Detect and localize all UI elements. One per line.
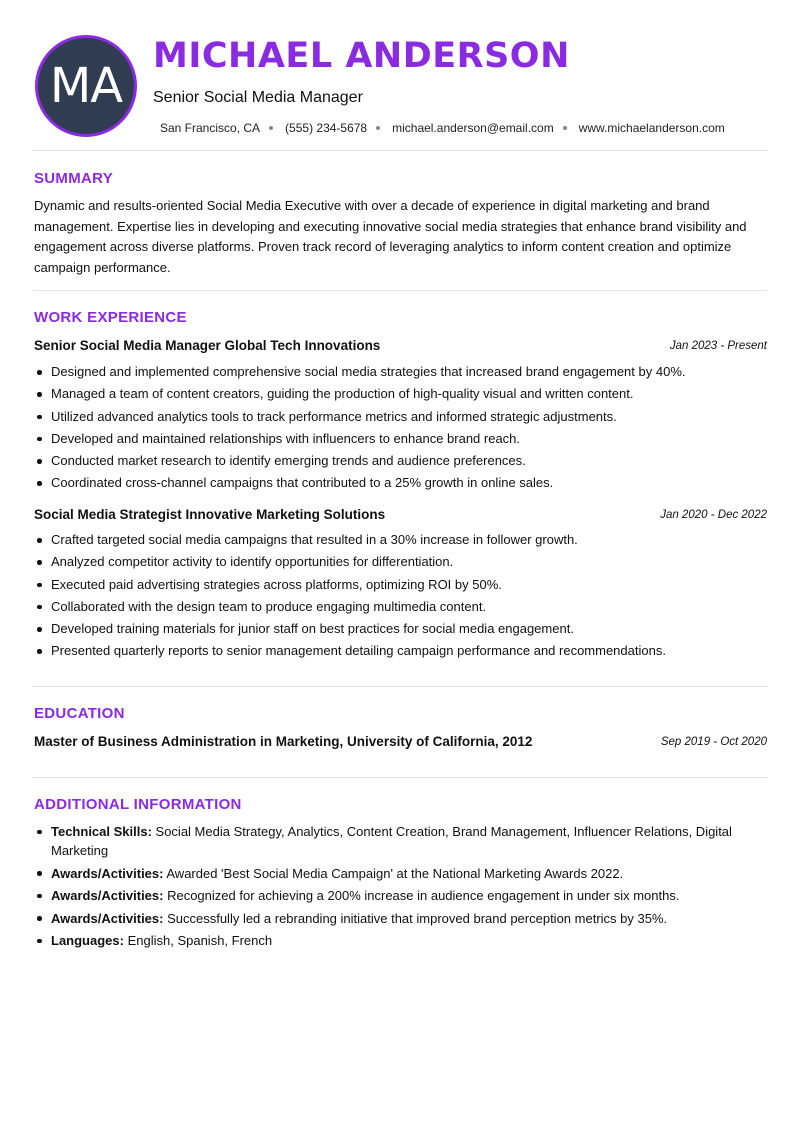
summary-heading: SUMMARY [34, 170, 114, 187]
list-item: Managed a team of content creators, guiding the production of high-quality visual and written content. [34, 383, 769, 405]
separator-dot [269, 126, 273, 130]
candidate-name: MICHAEL ANDERSON [153, 36, 570, 76]
education-date: Sep 2019 - Oct 2020 [660, 736, 767, 748]
divider [33, 150, 767, 151]
contact-website[interactable]: www.michaelanderson.com [578, 121, 725, 135]
list-item: Languages: English, Spanish, French [34, 931, 769, 950]
job-bullets [34, 529, 769, 663]
job-heading: Social Media Strategist Innovative Marketing Solutions [34, 507, 386, 522]
list-item: Executed paid advertising strategies across platforms, optimizing ROI by 50%. [34, 574, 769, 596]
list-item: Collaborated with the design team to produce engaging multimedia content. [34, 596, 769, 618]
additional-info-heading: ADDITIONAL INFORMATION [34, 796, 242, 813]
job-bullets [34, 361, 769, 495]
list-item: Presented quarterly reports to senior management detailing campaign performance and recommendations. [34, 640, 769, 662]
contact-location: San Francisco, CA [160, 121, 285, 135]
list-item: Crafted targeted social media campaigns that resulted in a 30% increase in follower growth. [34, 529, 769, 551]
job-date: Jan 2020 - Dec 2022 [660, 509, 767, 521]
list-item: Awards/Activities: Successfully led a rebranding initiative that improved brand perception metrics by 35%. [34, 909, 769, 928]
list-item: Coordinated cross-channel campaigns that contributed to a 25% growth in online sales. [34, 472, 769, 494]
work-experience-heading: WORK EXPERIENCE [34, 309, 187, 326]
divider [33, 777, 767, 778]
degree: Master of Business Administration in Marketing, University of California, 2012 [34, 734, 533, 749]
list-item: Technical Skills: Social Media Strategy, Analytics, Content Creation, Brand Management, Influencer Relations, Digital Marketing [34, 822, 769, 860]
contact-phone: (555) 234-5678 [285, 121, 392, 135]
job-heading: Senior Social Media Manager Global Tech Innovations [34, 338, 381, 353]
list-item: Analyzed competitor activity to identify opportunities for differentiation. [34, 551, 769, 573]
list-item: Utilized advanced analytics tools to track performance metrics and informed strategic adjustments. [34, 406, 769, 428]
divider [33, 686, 767, 687]
separator-dot [376, 126, 380, 130]
list-item: Awards/Activities: Awarded 'Best Social Media Campaign' at the National Marketing Awards 2022. [34, 864, 769, 883]
contact-bar [160, 121, 725, 135]
avatar-initials: MA [49, 58, 123, 114]
divider [33, 290, 767, 291]
candidate-role: Senior Social Media Manager [153, 89, 363, 106]
list-item: Designed and implemented comprehensive social media strategies that increased brand engagement by 40%. [34, 361, 769, 383]
list-item: Conducted market research to identify emerging trends and audience preferences. [34, 450, 769, 472]
contact-email[interactable]: michael.anderson@email.com [392, 121, 579, 135]
list-item: Awards/Activities: Recognized for achieving a 200% increase in audience engagement in under six months. [34, 886, 769, 905]
job-date: Jan 2023 - Present [669, 340, 767, 352]
education-heading: EDUCATION [34, 705, 125, 722]
separator-dot [563, 126, 567, 130]
list-item: Developed training materials for junior staff on best practices for social media engagement. [34, 618, 769, 640]
list-item: Developed and maintained relationships with influencers to enhance brand reach. [34, 428, 769, 450]
additional-info-list [34, 822, 769, 954]
avatar [35, 35, 137, 137]
summary-text: Dynamic and results-oriented Social Media Executive with over a decade of experience in digital marketing and brand management. Expertise lies in developing and executing innovative social media strategies that enhance brand visibility and engagement across diverse platforms. Proven track record of leveraging analytics to inform content creation and optimize campaign performance. [34, 198, 747, 275]
